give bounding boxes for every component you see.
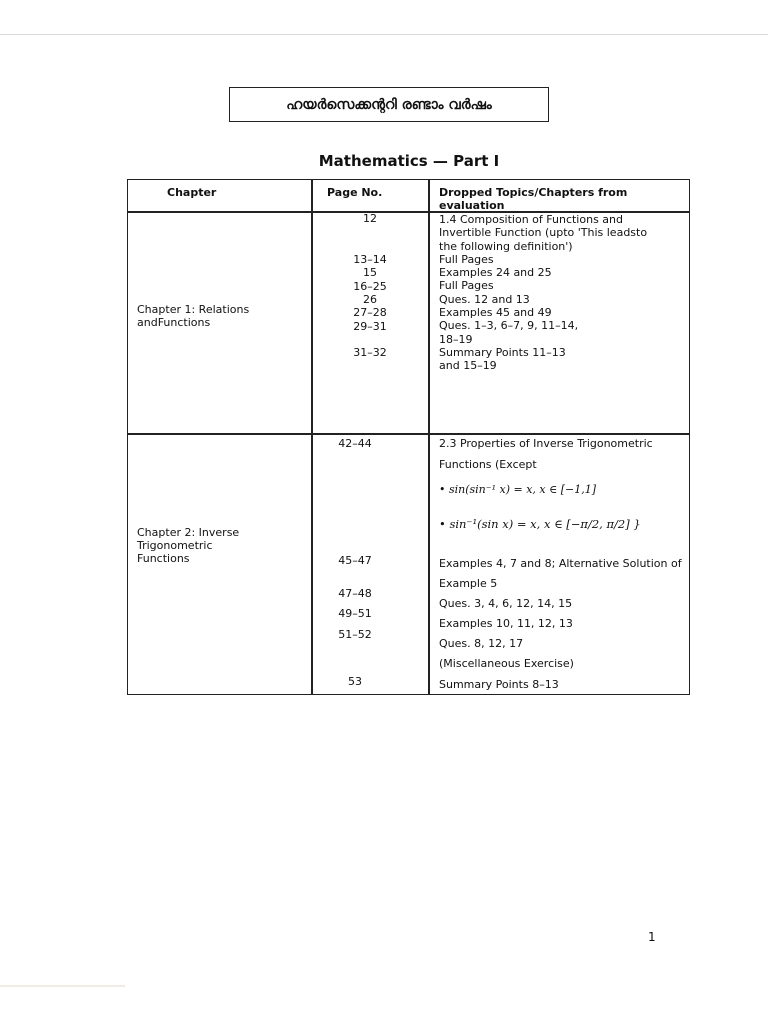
- page-no: 42–44: [338, 437, 372, 450]
- formula-sin-inverse-1: • sin(sin⁻¹ x) = x, x ∈ [−1,1]: [439, 483, 597, 496]
- column-divider: [428, 180, 430, 694]
- page-number: 1: [648, 930, 656, 944]
- chapter-2-topic: Examples 4, 7 and 8; Alternative Solution of: [439, 557, 682, 570]
- page-no: 31–32: [353, 346, 387, 359]
- chapter-2-topic-except: Functions (Except: [439, 458, 537, 471]
- row-divider: [128, 433, 689, 435]
- chapter-2-topic: Ques. 3, 4, 6, 12, 14, 15: [439, 597, 573, 610]
- chapter-2-topic: Examples 10, 11, 12, 13: [439, 617, 573, 630]
- column-header-page: Page No.: [327, 186, 383, 199]
- chapter-2-topic: (Miscellaneous Exercise): [439, 657, 574, 670]
- page-no: 53: [348, 675, 362, 688]
- chapter-2-topic: Summary Points 8–13: [439, 678, 559, 691]
- top-rule: [0, 34, 768, 35]
- dropped-topics-table: [127, 179, 690, 695]
- column-header-topics: Dropped Topics/Chapters from evaluation: [439, 186, 628, 212]
- page-no: 12: [363, 212, 377, 225]
- chapter-2-topic: Example 5: [439, 577, 498, 590]
- page-no: 45–47: [338, 554, 372, 567]
- page-no: 51–52: [338, 628, 372, 641]
- chapter-2-topic-heading: 2.3 Properties of Inverse Trigonometric: [439, 437, 653, 450]
- page-no: 13–14: [353, 253, 387, 266]
- chapter-2-topic: Ques. 8, 12, 17: [439, 637, 524, 650]
- page-no: 26: [363, 293, 377, 306]
- page-no: 16–25: [353, 280, 387, 293]
- chapter-2-name: Chapter 2: Inverse Trigonometric Functions: [137, 526, 240, 565]
- subtitle: Mathematics — Part I: [318, 152, 500, 170]
- corner-mark: [0, 985, 125, 987]
- page-no: 29–31: [353, 320, 387, 333]
- column-header-chapter: Chapter: [167, 186, 217, 199]
- chapter-1-name: Chapter 1: Relations andFunctions: [137, 303, 250, 329]
- malayalam-title-box: [229, 87, 549, 122]
- page-no: 49–51: [338, 607, 372, 620]
- page-no: 15: [363, 266, 377, 279]
- malayalam-title: ഹയർസെക്കന്ററി രണ്ടാം വർഷം: [286, 96, 492, 113]
- formula-sin-inverse-2: • sin⁻¹(sin x) = x, x ∈ [−π/2, π/2] }: [439, 517, 641, 531]
- chapter-1-topics: 1.4 Composition of Functions and Invertible Function (upto 'This leadsto the following definition') Full Pages Examples 24 and 25 Full Pages Ques. 12 and 13 Examples 45 and 49 Ques. 1–3, 6–7, 9, 11–14, 18–19 Summary Points 11–13 and 15–19: [439, 213, 648, 373]
- page-no: 27–28: [353, 306, 387, 319]
- page-no: 47–48: [338, 587, 372, 600]
